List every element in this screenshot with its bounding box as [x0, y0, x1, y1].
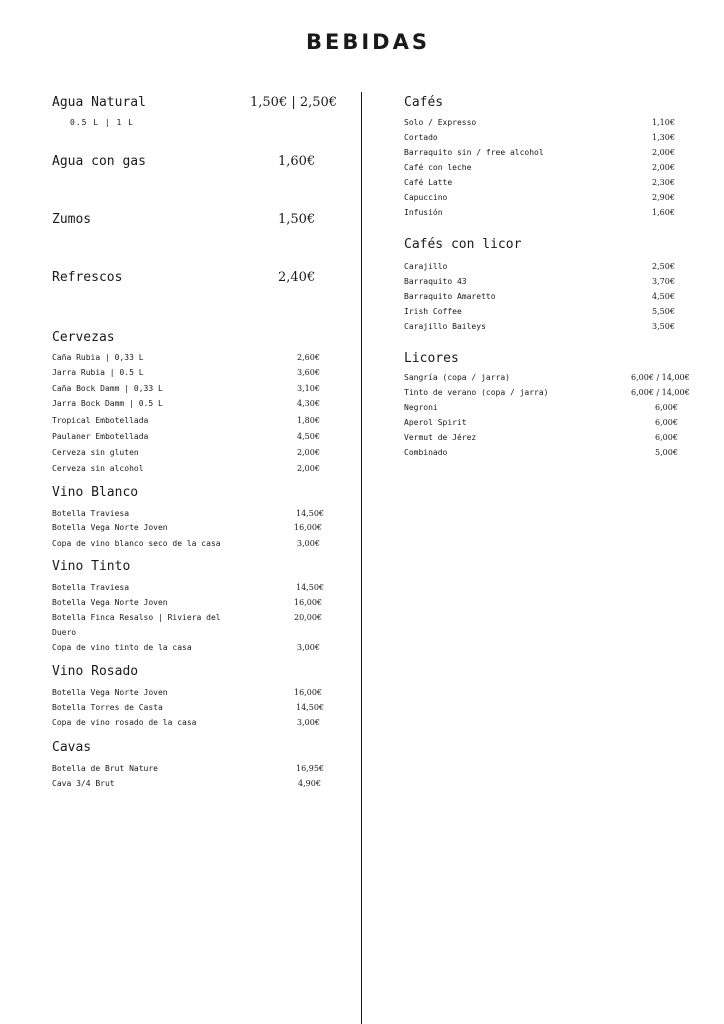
menu-item: Caña Rubia | 0,33 L	[52, 353, 144, 362]
item-name: Agua con gas	[52, 154, 146, 169]
section-title-licores: Licores	[404, 351, 459, 366]
item-price: 3,50€	[652, 322, 675, 331]
menu-item-zumos	[52, 212, 91, 227]
menu-item: Barraquito Amaretto	[404, 292, 496, 301]
menu-item-agua-natural	[52, 95, 146, 110]
item-price: 1,80€	[297, 416, 320, 425]
item-price: 2,60€	[297, 353, 320, 362]
item-note: 0.5 L | 1 L	[70, 118, 134, 127]
item-price: 2,00€	[652, 163, 675, 172]
menu-item: Paulaner Embotellada	[52, 432, 149, 441]
menu-item: Sangría (copa / jarra)	[404, 373, 510, 382]
menu-item: Botella Finca Resalso | Riviera del	[52, 613, 221, 622]
item-price: 16,00€	[294, 523, 322, 532]
item-price: 14,50€	[296, 703, 324, 712]
menu-item: Combinado	[404, 448, 448, 457]
menu-item: Botella de Brut Nature	[52, 764, 158, 773]
item-price: 2,50€	[652, 262, 675, 271]
menu-item: Cerveza sin gluten	[52, 448, 139, 457]
item-price: 14,50€	[296, 509, 324, 518]
menu-item-refrescos	[52, 270, 122, 285]
menu-item: Copa de vino blanco seco de la casa	[52, 539, 221, 548]
menu-item: Café con leche	[404, 163, 472, 172]
menu-item: Solo / Expresso	[404, 118, 477, 127]
item-price: 2,00€	[297, 448, 320, 457]
menu-item: Carajillo	[404, 262, 448, 271]
menu-item: Botella Vega Norte Joven	[52, 688, 168, 697]
menu-item: Botella Torres de Casta	[52, 703, 163, 712]
menu-item: Caña Bock Damm | 0,33 L	[52, 384, 163, 393]
menu-item: Copa de vino tinto de la casa	[52, 643, 192, 652]
item-name: Zumos	[52, 212, 92, 227]
menu-item: Jarra Rubia | 0.5 L	[52, 368, 144, 377]
menu-item: Botella Vega Norte Joven	[52, 523, 168, 532]
menu-item: Vermut de Jérez	[404, 433, 477, 442]
item-price: 6,00€	[655, 403, 678, 412]
section-title-cervezas: Cervezas	[52, 330, 115, 345]
item-price: 1,50€ | 2,50€	[250, 95, 338, 110]
section-title-vino-blanco: Vino Blanco	[52, 485, 139, 500]
item-price: 1,60€	[652, 208, 675, 217]
item-name: Agua Natural	[52, 95, 146, 110]
item-price: 4,50€	[652, 292, 675, 301]
item-price: 2,00€	[652, 148, 675, 157]
section-title-cavas: Cavas	[52, 740, 92, 755]
menu-item: Botella Traviesa	[52, 583, 130, 592]
item-price: 6,00€	[655, 418, 678, 427]
item-price: 3,00€	[297, 643, 320, 652]
section-title-cafes: Cafés	[404, 95, 444, 110]
item-price: 4,50€	[297, 432, 320, 441]
item-price: 6,00€ / 14,00€	[631, 388, 690, 397]
menu-item: Botella Vega Norte Joven	[52, 598, 168, 607]
section-title-cafes-con-licor: Cafés con licor	[404, 237, 522, 252]
menu-item-agua-con-gas	[52, 154, 146, 169]
menu-item: Irish Coffee	[404, 307, 462, 316]
menu-item: Botella Traviesa	[52, 509, 130, 518]
item-price: 2,30€	[652, 178, 675, 187]
menu-item: Capuccino	[404, 193, 448, 202]
item-price: 3,70€	[652, 277, 675, 286]
item-price: 2,40€	[278, 270, 316, 285]
menu-item: Copa de vino rosado de la casa	[52, 718, 197, 727]
menu-item: Barraquito 43	[404, 277, 467, 286]
menu-item: Jarra Bock Damm | 0.5 L	[52, 399, 163, 408]
item-name: Refrescos	[52, 270, 123, 285]
page-title: BEBIDAS	[306, 30, 430, 54]
menu-item: Aperol Spirit	[404, 418, 467, 427]
item-price: 2,00€	[297, 464, 320, 473]
item-price: 3,60€	[297, 368, 320, 377]
item-price: 1,50€	[278, 212, 316, 227]
column-divider	[361, 92, 362, 1024]
menu-item: Cava 3/4 Brut	[52, 779, 115, 788]
menu-item: Cerveza sin alcohol	[52, 464, 144, 473]
menu-item: Tinto de verano (copa / jarra)	[404, 388, 549, 397]
menu-item: Cortado	[404, 133, 438, 142]
menu-item: Tropical Embotellada	[52, 416, 149, 425]
item-price: 3,10€	[297, 384, 320, 393]
menu-item: Negroni	[404, 403, 438, 412]
item-price: 1,60€	[278, 154, 316, 169]
item-price: 6,00€	[655, 433, 678, 442]
menu-item: Carajillo Baileys	[404, 322, 486, 331]
item-price: 4,90€	[298, 779, 321, 788]
menu-item: Barraquito sin / free alcohol	[404, 148, 544, 157]
item-price: 14,50€	[296, 583, 324, 592]
item-price: 2,90€	[652, 193, 675, 202]
item-price: 16,00€	[294, 598, 322, 607]
section-title-vino-tinto: Vino Tinto	[52, 559, 131, 574]
item-price: 5,50€	[652, 307, 675, 316]
item-price: 1,30€	[652, 133, 675, 142]
menu-item-continued: Duero	[52, 628, 77, 637]
item-price: 3,00€	[297, 718, 320, 727]
menu-item: Infusión	[404, 208, 443, 217]
item-price: 16,00€	[294, 688, 322, 697]
item-price: 3,00€	[297, 539, 320, 548]
menu-item: Café Latte	[404, 178, 453, 187]
item-price: 1,10€	[652, 118, 675, 127]
item-price: 4,30€	[297, 399, 320, 408]
item-price: 5,00€	[655, 448, 678, 457]
section-title-vino-rosado: Vino Rosado	[52, 664, 139, 679]
item-price: 6,00€ / 14,00€	[631, 373, 690, 382]
item-price: 20,00€	[294, 613, 322, 622]
item-price: 16,95€	[296, 764, 324, 773]
